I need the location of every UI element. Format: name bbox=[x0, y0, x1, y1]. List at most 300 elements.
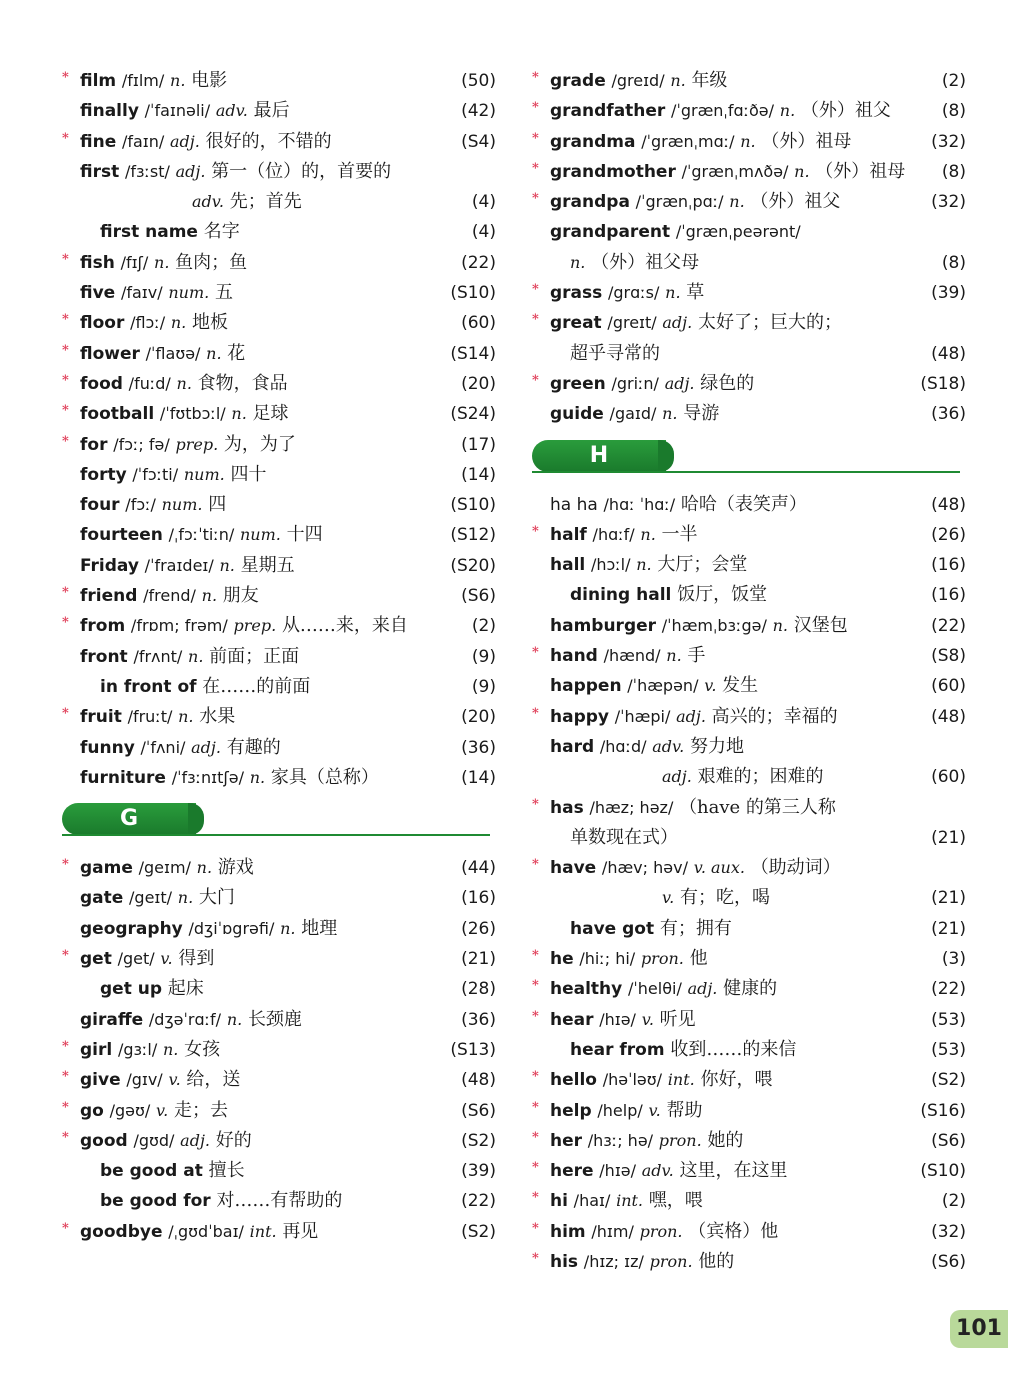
key-word-star-icon: * bbox=[62, 585, 69, 601]
key-word-star-icon: * bbox=[532, 523, 539, 539]
key-word-star-icon: * bbox=[62, 342, 69, 358]
glossary-entry bbox=[532, 550, 972, 580]
phonetic: /greɪd/ bbox=[611, 71, 665, 90]
glossary-entry bbox=[532, 157, 972, 187]
page-reference: (48) bbox=[931, 494, 966, 515]
part-of-speech: num. bbox=[161, 495, 203, 515]
glossary-entry bbox=[62, 369, 502, 399]
page-reference: (42) bbox=[461, 101, 496, 122]
key-word-star-icon: * bbox=[532, 948, 539, 964]
page-reference: (2) bbox=[471, 616, 496, 637]
phonetic: /ˈhæpən/ bbox=[627, 676, 699, 696]
definition: 你好，喂 bbox=[700, 1069, 773, 1091]
glossary-entry bbox=[532, 1096, 972, 1126]
glossary-entry bbox=[62, 551, 502, 581]
glossary-entry bbox=[532, 1156, 972, 1186]
part-of-speech: n. bbox=[729, 192, 745, 212]
headword: first name bbox=[100, 222, 198, 243]
definition: 足球 bbox=[252, 403, 289, 425]
page-reference: (16) bbox=[931, 585, 966, 606]
glossary-entry bbox=[62, 944, 502, 974]
headword: flower bbox=[80, 343, 140, 364]
definition: （助动词） bbox=[750, 857, 841, 879]
page-reference: (S14) bbox=[450, 343, 496, 364]
definition: 大厅；会堂 bbox=[657, 554, 748, 576]
phonetic: /fɜːst/ bbox=[124, 161, 170, 181]
phonetic: /ˈgrænˌfɑːðə/ bbox=[671, 101, 775, 121]
definition: 水果 bbox=[199, 706, 236, 728]
key-word-star-icon: * bbox=[62, 372, 69, 388]
page-reference: (S6) bbox=[461, 586, 496, 607]
part-of-speech: n. bbox=[249, 767, 266, 787]
page-reference: (17) bbox=[461, 434, 496, 455]
headword: forty bbox=[80, 464, 127, 485]
headword: film bbox=[80, 71, 117, 91]
page-reference: (4) bbox=[471, 222, 496, 243]
phonetic: /ˈfaɪnəli/ bbox=[144, 101, 211, 121]
phonetic: /hɔːl/ bbox=[590, 555, 631, 575]
definition: 帮助 bbox=[666, 1099, 703, 1121]
page-reference: (S10) bbox=[450, 495, 496, 516]
section-rule bbox=[62, 834, 490, 836]
part-of-speech: v. bbox=[168, 1070, 181, 1090]
phonetic: /hæz; həz/ bbox=[589, 797, 674, 817]
page-reference: (60) bbox=[931, 676, 966, 697]
headword: hall bbox=[550, 555, 586, 576]
page-reference: (26) bbox=[461, 918, 496, 939]
key-word-star-icon: * bbox=[532, 796, 539, 812]
part-of-speech: n. bbox=[201, 586, 218, 606]
definition: 艰难的；困难的 bbox=[697, 766, 824, 788]
glossary-entry bbox=[62, 1186, 502, 1216]
page-reference: (39) bbox=[461, 1161, 496, 1182]
page-reference: (S6) bbox=[931, 1130, 966, 1151]
definition: 收到……的来信 bbox=[670, 1038, 797, 1060]
part-of-speech: n. bbox=[162, 1039, 179, 1059]
key-word-star-icon: * bbox=[62, 615, 69, 631]
page-reference: (S2) bbox=[461, 1130, 496, 1151]
definition: （外）祖母 bbox=[815, 160, 906, 182]
glossary-entry bbox=[62, 642, 502, 672]
definition: （外）祖父母 bbox=[591, 251, 700, 273]
phonetic: /hiː; hi/ bbox=[579, 949, 636, 969]
headword: girl bbox=[80, 1039, 113, 1060]
glossary-entry bbox=[532, 96, 972, 126]
definition: 鱼肉；鱼 bbox=[175, 251, 248, 273]
page-reference: (S10) bbox=[450, 283, 496, 304]
glossary-entry bbox=[532, 671, 972, 701]
key-word-star-icon: * bbox=[62, 251, 69, 267]
phonetic: /frɒm; frəm/ bbox=[130, 616, 228, 636]
headword: hi bbox=[550, 1191, 568, 1212]
glossary-entry bbox=[62, 278, 502, 308]
glossary-entry bbox=[532, 1035, 972, 1065]
phonetic: /fɪʃ/ bbox=[120, 252, 149, 272]
phonetic: /help/ bbox=[597, 1100, 643, 1120]
glossary-entry bbox=[532, 883, 972, 913]
definition: 第一（位）的，首要的 bbox=[211, 160, 392, 182]
glossary-entry bbox=[62, 1065, 502, 1095]
glossary-entry bbox=[62, 127, 502, 157]
page-reference: (8) bbox=[941, 161, 966, 182]
headword: in front of bbox=[100, 676, 197, 697]
part-of-speech: adv. bbox=[215, 101, 248, 121]
glossary-column-right bbox=[532, 66, 972, 1277]
part-of-speech: adj. bbox=[170, 131, 200, 151]
phonetic: /gaɪd/ bbox=[609, 404, 657, 424]
part-of-speech: adj. bbox=[662, 767, 692, 787]
part-of-speech: adj. bbox=[180, 1130, 210, 1150]
part-of-speech: n. bbox=[662, 404, 678, 424]
definition: 她的 bbox=[707, 1129, 744, 1151]
glossary-entry bbox=[62, 733, 502, 763]
headword: go bbox=[80, 1100, 104, 1121]
part-of-speech: n. bbox=[178, 707, 194, 727]
key-word-star-icon: * bbox=[532, 1220, 539, 1236]
phonetic: /haɪ/ bbox=[573, 1191, 611, 1211]
headword: have bbox=[550, 858, 597, 879]
headword: grass bbox=[550, 283, 603, 304]
definition: 饭厅，饭堂 bbox=[677, 584, 768, 606]
phonetic: /hɪz; ɪz/ bbox=[583, 1251, 644, 1271]
part-of-speech: v. bbox=[160, 949, 173, 969]
glossary-entry bbox=[532, 187, 972, 217]
definition: （外）祖母 bbox=[761, 130, 852, 152]
headword: be good for bbox=[100, 1191, 211, 1212]
definition: 食物，食品 bbox=[197, 372, 288, 394]
glossary-entry bbox=[532, 1186, 972, 1216]
glossary-column-left bbox=[62, 66, 502, 1247]
glossary-entry bbox=[532, 127, 972, 157]
glossary-entry bbox=[62, 248, 502, 278]
headword: hear from bbox=[570, 1039, 665, 1060]
headword: grandma bbox=[550, 131, 636, 152]
page-reference: (32) bbox=[931, 1221, 966, 1242]
headword: gate bbox=[80, 888, 124, 909]
part-of-speech: adj. bbox=[191, 737, 221, 757]
part-of-speech: v. bbox=[704, 676, 717, 696]
page-reference: (53) bbox=[931, 1009, 966, 1030]
definition: 前面；正面 bbox=[209, 645, 300, 667]
definition: 起床 bbox=[167, 978, 204, 1000]
definition: （have 的第三人称 bbox=[679, 796, 836, 818]
glossary-entry bbox=[532, 914, 972, 944]
definition: 他 bbox=[689, 948, 708, 970]
part-of-speech: n. bbox=[666, 646, 682, 666]
glossary-entry bbox=[62, 611, 502, 641]
part-of-speech: adv. bbox=[641, 1161, 674, 1181]
key-word-star-icon: * bbox=[532, 645, 539, 661]
headword: hard bbox=[550, 736, 595, 757]
key-word-star-icon: * bbox=[532, 160, 539, 176]
definition: 嘿，喂 bbox=[648, 1190, 703, 1212]
headword: grandparent bbox=[550, 222, 671, 243]
definition: 五 bbox=[214, 282, 233, 304]
phonetic: /hænd/ bbox=[603, 646, 661, 666]
page-reference: (S6) bbox=[931, 1251, 966, 1272]
page-reference: (3) bbox=[941, 949, 966, 970]
page-reference: (50) bbox=[461, 71, 496, 91]
glossary-entry bbox=[62, 1096, 502, 1126]
page-reference: (S4) bbox=[461, 131, 496, 152]
key-word-star-icon: * bbox=[62, 130, 69, 146]
part-of-speech: num. bbox=[168, 283, 210, 303]
page-reference: (20) bbox=[461, 373, 496, 394]
part-of-speech: n. bbox=[177, 888, 194, 908]
definition: 发生 bbox=[722, 675, 759, 697]
part-of-speech: n. bbox=[779, 101, 796, 121]
page-reference: (16) bbox=[461, 888, 496, 909]
glossary-entry bbox=[532, 762, 972, 792]
part-of-speech: n. bbox=[219, 555, 235, 575]
definition: 这里，在这里 bbox=[679, 1160, 788, 1182]
key-word-star-icon: * bbox=[532, 1250, 539, 1266]
key-word-star-icon: * bbox=[532, 312, 539, 328]
part-of-speech: adj. bbox=[676, 706, 706, 726]
glossary-entry bbox=[62, 1217, 502, 1247]
part-of-speech: n. bbox=[231, 404, 247, 424]
key-word-star-icon: * bbox=[532, 857, 539, 873]
key-word-star-icon: * bbox=[532, 282, 539, 298]
definition: 给，送 bbox=[186, 1069, 241, 1091]
definition: 花 bbox=[227, 342, 246, 364]
headword: healthy bbox=[550, 979, 623, 1000]
key-word-star-icon: * bbox=[532, 1160, 539, 1176]
definition: 草 bbox=[686, 282, 705, 304]
headword: him bbox=[550, 1221, 586, 1242]
definition: 再见 bbox=[282, 1220, 319, 1242]
headword: from bbox=[80, 616, 126, 637]
glossary-entry bbox=[532, 1065, 972, 1095]
key-word-star-icon: * bbox=[62, 1129, 69, 1145]
section-header bbox=[532, 430, 972, 490]
phonetic: /fuːd/ bbox=[128, 373, 171, 393]
phonetic: /ˈfɔːti/ bbox=[132, 464, 179, 484]
definition: 听见 bbox=[659, 1008, 696, 1030]
page-reference: (28) bbox=[461, 979, 496, 1000]
headword: five bbox=[80, 283, 116, 304]
headword: floor bbox=[80, 313, 125, 334]
part-of-speech: n. bbox=[570, 252, 586, 272]
definition: 女孩 bbox=[184, 1038, 221, 1060]
part-of-speech: n. bbox=[226, 1009, 243, 1029]
headword: friend bbox=[80, 586, 138, 607]
part-of-speech: adv. bbox=[652, 736, 685, 756]
headword: green bbox=[550, 373, 606, 394]
page-reference: (S13) bbox=[450, 1039, 496, 1060]
headword: giraffe bbox=[80, 1009, 144, 1030]
glossary-entry bbox=[532, 339, 972, 369]
page-reference: (22) bbox=[931, 979, 966, 1000]
headword: four bbox=[80, 495, 120, 516]
page-number: 101 bbox=[950, 1310, 1008, 1348]
glossary-entry bbox=[62, 763, 502, 793]
headword: fourteen bbox=[80, 525, 163, 546]
glossary-entry bbox=[62, 157, 502, 187]
page-reference: (36) bbox=[931, 404, 966, 425]
phonetic: /ˌfɔːˈtiːn/ bbox=[168, 525, 235, 545]
glossary-entry bbox=[62, 1126, 502, 1156]
headword: funny bbox=[80, 737, 135, 758]
definition: 电影 bbox=[191, 70, 228, 91]
page-reference: (60) bbox=[931, 767, 966, 788]
phonetic: /gʊd/ bbox=[133, 1130, 175, 1150]
page-reference: (21) bbox=[461, 949, 496, 970]
key-word-star-icon: * bbox=[532, 1099, 539, 1115]
part-of-speech: adj. bbox=[687, 979, 718, 999]
part-of-speech: pron. bbox=[649, 1251, 693, 1271]
part-of-speech: n. bbox=[170, 313, 187, 333]
glossary-entry bbox=[532, 1126, 972, 1156]
page-reference: (S2) bbox=[461, 1221, 496, 1242]
key-word-star-icon: * bbox=[532, 705, 539, 721]
page-reference: (S10) bbox=[920, 1161, 966, 1182]
definition: 长颈鹿 bbox=[247, 1008, 302, 1030]
key-word-star-icon: * bbox=[532, 372, 539, 388]
headword: food bbox=[80, 373, 123, 394]
phonetic: /ˈgrænˌpɑː/ bbox=[635, 192, 724, 212]
page-reference: (9) bbox=[471, 676, 496, 697]
page-reference: (S20) bbox=[450, 555, 496, 576]
page-reference: (22) bbox=[931, 615, 966, 636]
headword: he bbox=[550, 949, 574, 970]
phonetic: /geɪm/ bbox=[138, 858, 191, 878]
definition: （外）祖父 bbox=[800, 100, 891, 122]
definition: 哈哈（表笑声） bbox=[680, 493, 807, 515]
definition: 在……的前面 bbox=[202, 675, 311, 697]
part-of-speech: n. bbox=[740, 131, 756, 151]
phonetic: /fɔː/ bbox=[125, 495, 156, 515]
page-reference: (48) bbox=[931, 343, 966, 364]
page-reference: (48) bbox=[931, 706, 966, 727]
part-of-speech: pron. bbox=[640, 949, 684, 969]
headword: grandmother bbox=[550, 161, 676, 182]
glossary-entry bbox=[62, 672, 502, 702]
page-reference: (60) bbox=[461, 313, 496, 334]
page-reference: (21) bbox=[931, 888, 966, 909]
page-reference: (39) bbox=[931, 283, 966, 304]
headword: give bbox=[80, 1070, 121, 1091]
phonetic: /ˌgʊdˈbaɪ/ bbox=[168, 1221, 244, 1241]
part-of-speech: n. bbox=[640, 524, 656, 544]
definition: 导游 bbox=[683, 403, 720, 425]
definition: 大门 bbox=[198, 887, 235, 909]
definition: 朋友 bbox=[222, 585, 259, 607]
headword: happy bbox=[550, 706, 609, 727]
definition: 有；吃，喝 bbox=[679, 887, 770, 909]
key-word-star-icon: * bbox=[62, 312, 69, 328]
definition: 绿色的 bbox=[700, 372, 755, 394]
definition: 名字 bbox=[203, 221, 240, 243]
part-of-speech: n. bbox=[188, 646, 204, 666]
glossary-entry bbox=[532, 1217, 972, 1247]
glossary-entry bbox=[532, 944, 972, 974]
part-of-speech: n. bbox=[665, 283, 681, 303]
phonetic: /frʌnt/ bbox=[133, 646, 183, 666]
glossary-entry bbox=[62, 520, 502, 550]
page-reference: (44) bbox=[461, 858, 496, 879]
phonetic: /gəʊ/ bbox=[109, 1100, 151, 1120]
part-of-speech: n. bbox=[206, 343, 222, 363]
glossary-entry bbox=[532, 1005, 972, 1035]
definition: 四 bbox=[208, 494, 227, 516]
phonetic: /ˈhæpi/ bbox=[614, 706, 671, 726]
glossary-entry bbox=[532, 66, 972, 96]
page-reference: (S24) bbox=[450, 404, 496, 425]
phonetic: /ˈflaʊə/ bbox=[145, 343, 201, 363]
phonetic: /dʒəˈrɑːf/ bbox=[148, 1009, 222, 1029]
headword: fruit bbox=[80, 707, 122, 728]
definition: 地理 bbox=[301, 917, 338, 939]
glossary-entry bbox=[532, 308, 972, 338]
part-of-speech: prep. bbox=[233, 616, 277, 636]
headword: here bbox=[550, 1161, 594, 1182]
glossary-entry bbox=[62, 490, 502, 520]
phonetic: /ˈgrænˌpeərənt/ bbox=[675, 222, 801, 242]
phonetic: /dʒiˈɒgrəfi/ bbox=[188, 918, 275, 938]
definition: 家具（总称） bbox=[270, 766, 379, 788]
glossary-entry bbox=[532, 369, 972, 399]
part-of-speech: n. bbox=[154, 252, 170, 272]
page-reference: (36) bbox=[461, 737, 496, 758]
glossary-entry bbox=[62, 853, 502, 883]
part-of-speech: v. bbox=[641, 1009, 654, 1029]
phonetic: /griːn/ bbox=[611, 373, 659, 393]
page-reference: (S2) bbox=[931, 1070, 966, 1091]
key-word-star-icon: * bbox=[532, 978, 539, 994]
definition: 从……来，来自 bbox=[281, 615, 408, 637]
definition: 他的 bbox=[698, 1250, 735, 1272]
headword: fine bbox=[80, 131, 117, 152]
definition: 很好的，不错的 bbox=[205, 130, 332, 152]
key-word-star-icon: * bbox=[532, 1190, 539, 1206]
definition: 最后 bbox=[253, 100, 290, 122]
definition: （宾格）他 bbox=[688, 1220, 779, 1242]
definition: 有；拥有 bbox=[659, 917, 732, 939]
phonetic: /fɔː; fə/ bbox=[113, 434, 170, 454]
headword: game bbox=[80, 858, 133, 879]
definition: 太好了；巨大的； bbox=[697, 312, 842, 334]
headword: has bbox=[550, 797, 584, 818]
headword: be good at bbox=[100, 1161, 203, 1182]
glossary-entry bbox=[532, 641, 972, 671]
definition: 超乎寻常的 bbox=[570, 342, 660, 364]
glossary-entry bbox=[62, 187, 502, 217]
glossary-entry bbox=[62, 96, 502, 126]
glossary-entry bbox=[62, 399, 502, 429]
section-letter: H bbox=[532, 440, 666, 472]
phonetic: /hɑː ˈhɑː/ bbox=[603, 494, 676, 514]
definition: 年级 bbox=[691, 70, 728, 91]
phonetic: /hɜː; hə/ bbox=[587, 1130, 654, 1150]
definition: 星期五 bbox=[240, 554, 295, 576]
page-reference: (9) bbox=[471, 646, 496, 667]
part-of-speech: v. bbox=[156, 1100, 169, 1120]
headword: first bbox=[80, 161, 120, 182]
headword: help bbox=[550, 1100, 592, 1121]
definition: 对……有帮助的 bbox=[216, 1190, 343, 1212]
page-reference: (4) bbox=[471, 192, 496, 213]
glossary-entry bbox=[62, 974, 502, 1004]
page-reference: (14) bbox=[461, 464, 496, 485]
headword: ha ha bbox=[550, 494, 598, 515]
phonetic: /gɜːl/ bbox=[117, 1039, 158, 1059]
phonetic: /hɑːf/ bbox=[592, 524, 635, 544]
page-reference: (48) bbox=[461, 1070, 496, 1091]
headword: get up bbox=[100, 979, 163, 1000]
glossary-entry bbox=[62, 1035, 502, 1065]
page-reference: (16) bbox=[931, 555, 966, 576]
